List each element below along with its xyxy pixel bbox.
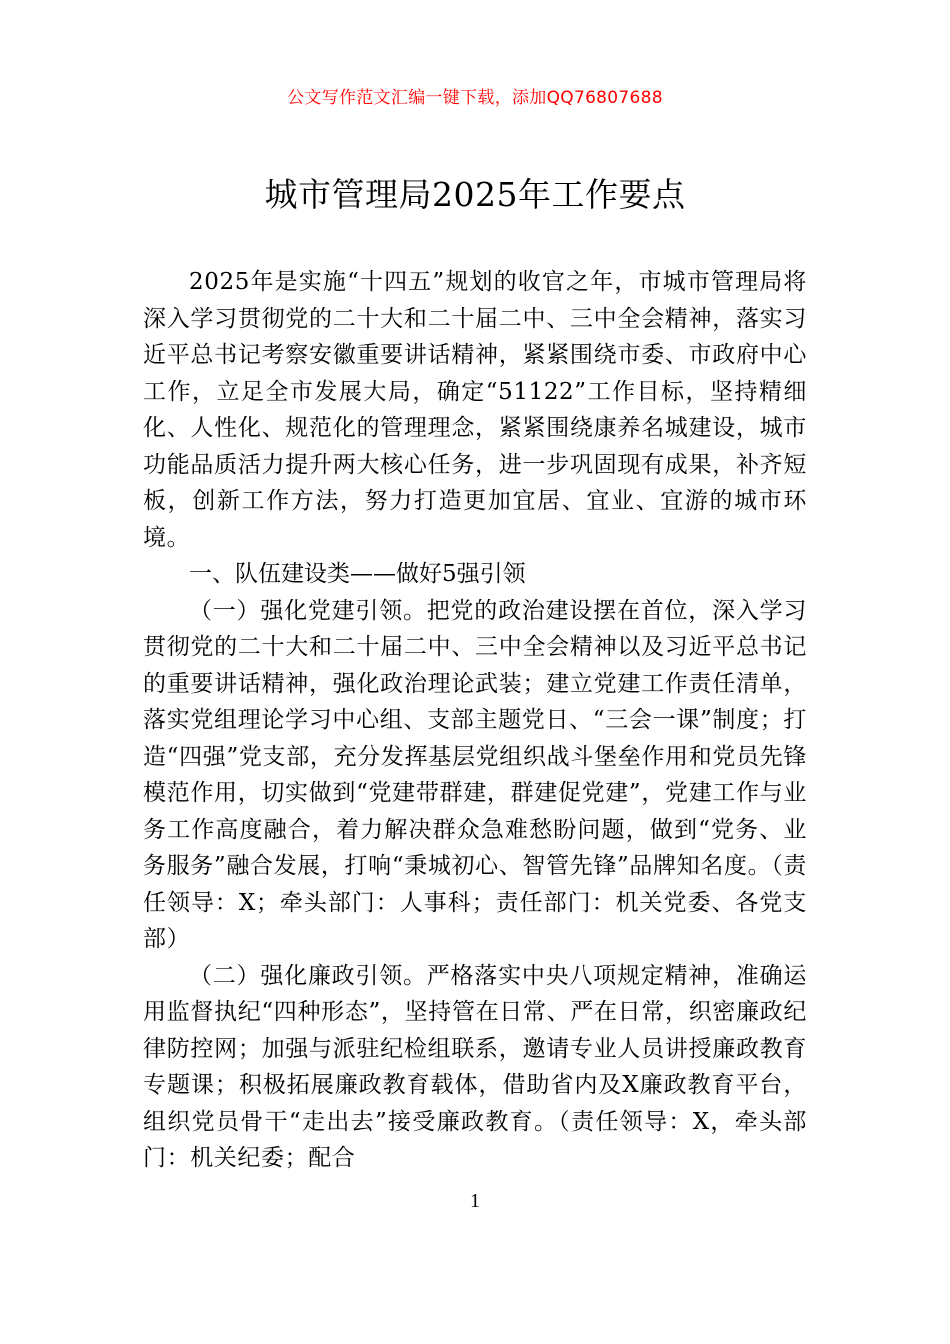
document-title: 城市管理局2025年工作要点	[264, 175, 686, 214]
page-number: 1	[470, 1190, 480, 1212]
paragraph-integrity: （二）强化廉政引领。严格落实中央八项规定精神，准确运用监督执纪“四种形态”，坚持管在日常、严在日常，织密廉政纪律防控网；加强与派驻纪检组联系，邀请专业人员讲授廉政教育专题课；积极拓展廉政教育载体，借助省内及X廉政教育平台，组织党员骨干“走出去”接受廉政教育。（责任领导：X，牵头部门：机关纪委；配合	[143, 962, 807, 1171]
intro-paragraph: 2025年是实施“十四五”规划的收官之年，市城市管理局将深入学习贯彻党的二十大和二十届二中、三中全会精神，落实习近平总书记考察安徽重要讲话精神，紧紧围绕市委、市政府中心工作，立足全市发展大局，确定“51122”工作目标，坚持精细化、人性化、规范化的管理理念，紧紧围绕康养名城建设，城市功能品质活力提升两大核心任务，进一步巩固现有成果，补齐短板，创新工作方法，努力打造更加宜居、宜业、宜游的城市环境。	[143, 269, 807, 551]
paragraph-party-building: （一）强化党建引领。把党的政治建设摆在首位，深入学习贯彻党的二十大和二十届二中、三中全会精神以及习近平总书记的重要讲话精神，强化政治理论武装；建立党建工作责任清单，落实党组理论学习中心组、支部主题党日、“三会一课”制度；打造“四强”党支部，充分发挥基层党组织战斗堡垒作用和党员先锋模范作用，切实做到“党建带群建，群建促党建”，党建工作与业务工作高度融合，着力解决群众急难愁盼问题，做到“党务、业务服务”融合发展，打响“秉城初心、智管先锋”品牌知名度。（责任领导：X；牵头部门：人事科；责任部门：机关党委、各党支部）	[143, 597, 807, 952]
document-body	[143, 264, 807, 1177]
download-banner: 公文写作范文汇编一键下载，添加QQ76807688	[287, 88, 663, 108]
section-heading-team-building: 一、队伍建设类——做好5强引领	[189, 561, 526, 587]
